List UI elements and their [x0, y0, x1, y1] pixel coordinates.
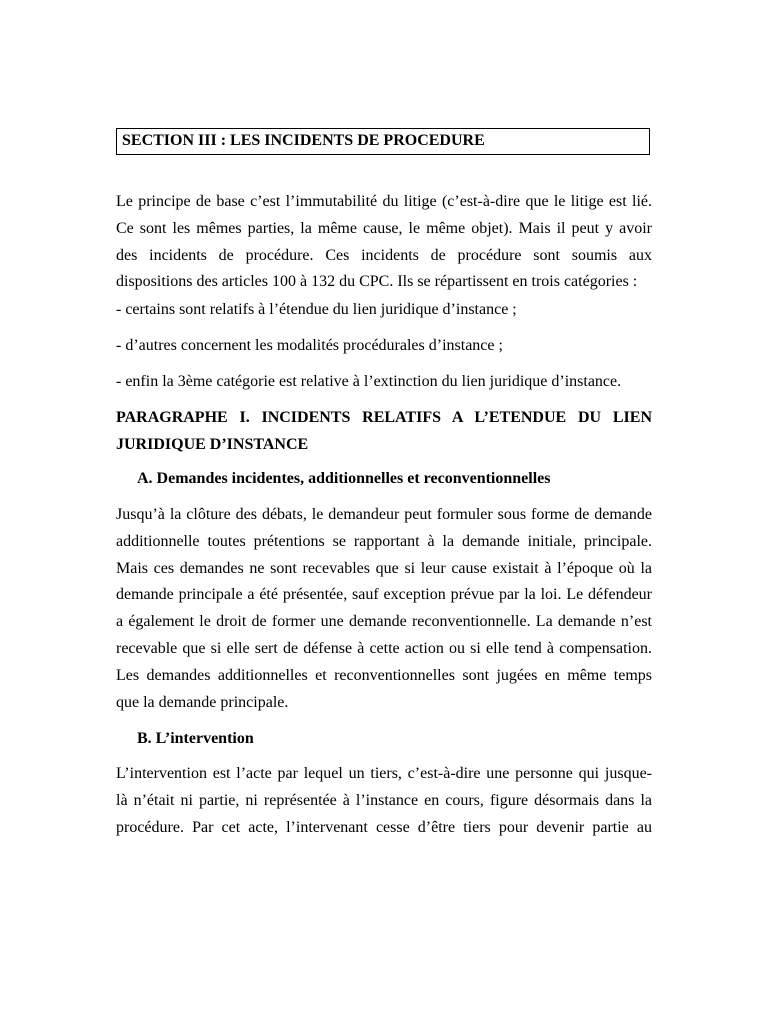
subsection-a-line: recevable que si elle sert de défense à cette action ou si elle tend à compensation. [116, 639, 652, 657]
intro-line: Ce sont les mêmes parties, la même cause, le même objet). Mais il peut y avoir [116, 219, 652, 237]
subsection-b-line: procédure. Par cet acte, l’intervenant cesse d’être tiers pour devenir partie au [116, 818, 652, 836]
subsection-a-paragraph [116, 502, 652, 716]
section-title-box [116, 128, 650, 155]
intro-paragraph [116, 189, 652, 296]
intro-line: dispositions des articles 100 à 132 du CPC. Ils se répartissent en trois catégories : [116, 273, 638, 291]
paragraph-1-title-line2: JURIDIQUE D’INSTANCE [116, 436, 309, 453]
subsection-b-line: là n’était ni partie, ni représentée à l’instance en cours, figure désormais dans la [116, 791, 652, 809]
category-item-1: - certains sont relatifs à l’étendue du lien juridique d’instance ; [116, 301, 517, 318]
paragraph-1-title-line1: PARAGRAPHE I. INCIDENTS RELATIFS A L’ETENDUE DU LIEN [116, 409, 652, 426]
subsection-b-paragraph [116, 761, 652, 841]
paragraph-1-title [116, 404, 652, 458]
section-title: SECTION III : LES INCIDENTS DE PROCEDURE [122, 132, 485, 149]
intro-line: Le principe de base c’est l’immutabilité du litige (c’est-à-dire que le litige est lié. [116, 193, 652, 210]
subsection-a-line: Les demandes additionnelles et reconventionnelles sont jugées en même temps [116, 666, 652, 684]
subsection-a-line: que la demande principale. [116, 693, 289, 711]
intro-line: des incidents de procédure. Ces incidents de procédure sont soumis aux [116, 246, 652, 264]
category-item-3: - enfin la 3ème catégorie est relative à l’extinction du lien juridique d’instance. [116, 373, 622, 390]
subsection-a-title: A. Demandes incidentes, additionnelles et reconventionnelles [137, 470, 551, 487]
subsection-b-title: B. L’intervention [137, 730, 254, 747]
subsection-b-line: L’intervention est l’acte par lequel un tiers, c’est-à-dire une personne qui jusque- [116, 765, 652, 782]
subsection-a-line: a également le droit de former une demande reconventionnelle. La demande n’est [116, 613, 652, 631]
subsection-a-line: additionnelle toutes prétentions se rapportant à la demande initiale, principale. [116, 532, 652, 550]
category-item-2: - d’autres concernent les modalités procédurales d’instance ; [116, 337, 503, 354]
subsection-a-line: Mais ces demandes ne sont recevables que si leur cause existait à l’époque où la [116, 559, 652, 577]
subsection-a-line: Jusqu’à la clôture des débats, le demandeur peut formuler sous forme de demande [116, 506, 652, 523]
subsection-a-line: demande principale a été présentée, sauf exception prévue par la loi. Le défendeur [116, 586, 652, 604]
